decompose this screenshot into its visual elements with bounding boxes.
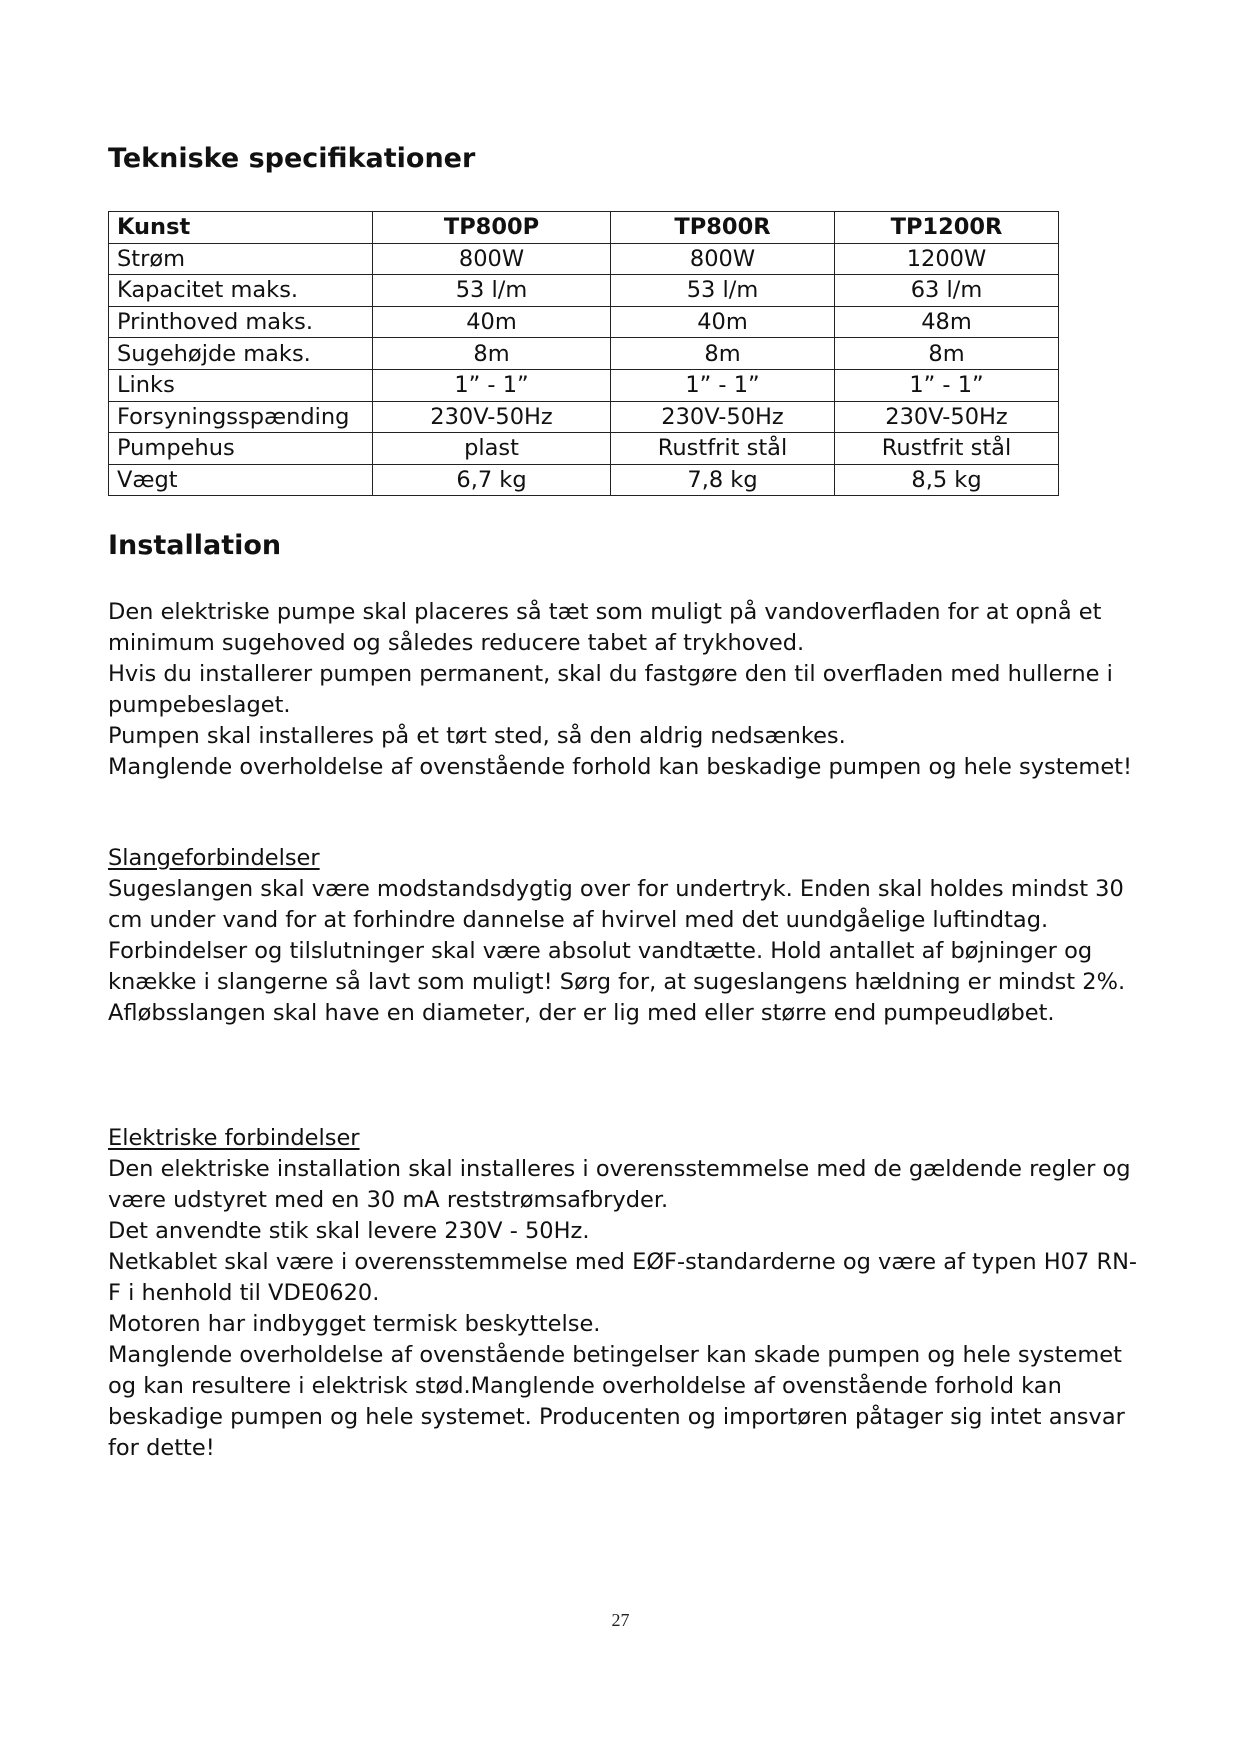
table-cell: 230V-50Hz xyxy=(835,401,1059,433)
table-cell: 8m xyxy=(835,338,1059,370)
table-cell: Rustfrit stål xyxy=(611,433,835,465)
table-cell: Sugehøjde maks. xyxy=(109,338,373,370)
paragraph: Afløbsslangen skal have en diameter, der er lig med eller større end pumpeudløbet. xyxy=(108,1000,1055,1026)
hose-subheading: Slangeforbindelser xyxy=(108,845,320,871)
table-cell: Vægt xyxy=(109,464,373,496)
paragraph: Forbindelser og tilslutninger skal være absolut vandtætte. Hold antallet af bøjninger og knække i slangerne så lavt som muligt! Sørg for, at sugeslangens hældning er mindst 2%. xyxy=(108,938,1126,995)
table-cell: 63 l/m xyxy=(835,275,1059,307)
table-cell: Forsyningsspænding xyxy=(109,401,373,433)
paragraph: Manglende overholdelse af ovenstående forhold kan beskadige pumpen og hele systemet! xyxy=(108,754,1133,780)
table-cell: 230V-50Hz xyxy=(373,401,611,433)
paragraph: Motoren har indbygget termisk beskyttelse. xyxy=(108,1311,601,1337)
table-header-row xyxy=(109,212,1059,244)
header-cell: TP1200R xyxy=(835,212,1059,244)
table-cell: 53 l/m xyxy=(611,275,835,307)
table-cell: plast xyxy=(373,433,611,465)
table-cell: Links xyxy=(109,369,373,401)
table-cell: 8m xyxy=(611,338,835,370)
table-cell: 8m xyxy=(373,338,611,370)
table-row xyxy=(109,401,1059,433)
table-cell: 53 l/m xyxy=(373,275,611,307)
paragraph: Hvis du installerer pumpen permanent, skal du fastgøre den til overfladen med hullerne i pumpebeslaget. xyxy=(108,661,1113,718)
table-cell: Rustfrit stål xyxy=(835,433,1059,465)
table-cell: 1200W xyxy=(835,243,1059,275)
paragraph: Netkablet skal være i overensstemmelse med EØF-standarderne og være af typen H07 RN-F i henhold til VDE0620. xyxy=(108,1249,1138,1306)
table-cell: 7,8 kg xyxy=(611,464,835,496)
installation-text xyxy=(108,597,1148,783)
installation-heading: Installation xyxy=(108,530,282,561)
table-cell: Kapacitet maks. xyxy=(109,275,373,307)
table-row xyxy=(109,243,1059,275)
table-cell: Printhoved maks. xyxy=(109,306,373,338)
page-number: 27 xyxy=(611,1610,630,1630)
table-cell: 8,5 kg xyxy=(835,464,1059,496)
spec-heading: Tekniske specifikationer xyxy=(108,143,476,174)
table-cell: Strøm xyxy=(109,243,373,275)
spec-table xyxy=(108,211,1059,496)
table-cell: 1” - 1” xyxy=(835,369,1059,401)
table-cell: 48m xyxy=(835,306,1059,338)
table-row xyxy=(109,369,1059,401)
table-cell: 6,7 kg xyxy=(373,464,611,496)
table-row xyxy=(109,306,1059,338)
paragraph: Den elektriske installation skal installeres i overensstemmelse med de gældende regler og være udstyret med en 30 mA reststrømsafbryder. xyxy=(108,1156,1131,1213)
table-cell: 800W xyxy=(373,243,611,275)
paragraph: Den elektriske pumpe skal placeres så tæt som muligt på vandoverfladen for at opnå et minimum sugehoved og således reducere tabet af trykhoved. xyxy=(108,599,1102,656)
table-cell: Pumpehus xyxy=(109,433,373,465)
header-cell: Kunst xyxy=(109,212,373,244)
paragraph: Det anvendte stik skal levere 230V - 50Hz. xyxy=(108,1218,590,1244)
table-cell: 1” - 1” xyxy=(373,369,611,401)
electrical-subheading: Elektriske forbindelser xyxy=(108,1125,360,1151)
paragraph: Pumpen skal installeres på et tørt sted, så den aldrig nedsænkes. xyxy=(108,723,846,749)
header-cell: TP800R xyxy=(611,212,835,244)
table-cell: 230V-50Hz xyxy=(611,401,835,433)
table-cell: 1” - 1” xyxy=(611,369,835,401)
header-cell: TP800P xyxy=(373,212,611,244)
table-row xyxy=(109,464,1059,496)
table-row xyxy=(109,338,1059,370)
paragraph: Sugeslangen skal være modstandsdygtig over for undertryk. Enden skal holdes mindst 30 cm under vand for at forhindre dannelse af hvirvel med det uundgåelige luftindtag. xyxy=(108,876,1124,933)
table-row xyxy=(109,433,1059,465)
table-cell: 40m xyxy=(611,306,835,338)
hose-connections-section xyxy=(108,843,1148,1029)
table-row xyxy=(109,275,1059,307)
electrical-connections-section xyxy=(108,1123,1148,1464)
table-cell: 800W xyxy=(611,243,835,275)
table-cell: 40m xyxy=(373,306,611,338)
paragraph: Manglende overholdelse af ovenstående betingelser kan skade pumpen og hele systemet og kan resultere i elektrisk stød.Manglende overholdelse af ovenstående forhold kan beskadige pumpen og hele systemet. Producenten og importøren påtager sig intet ansvar for dette! xyxy=(108,1342,1125,1461)
